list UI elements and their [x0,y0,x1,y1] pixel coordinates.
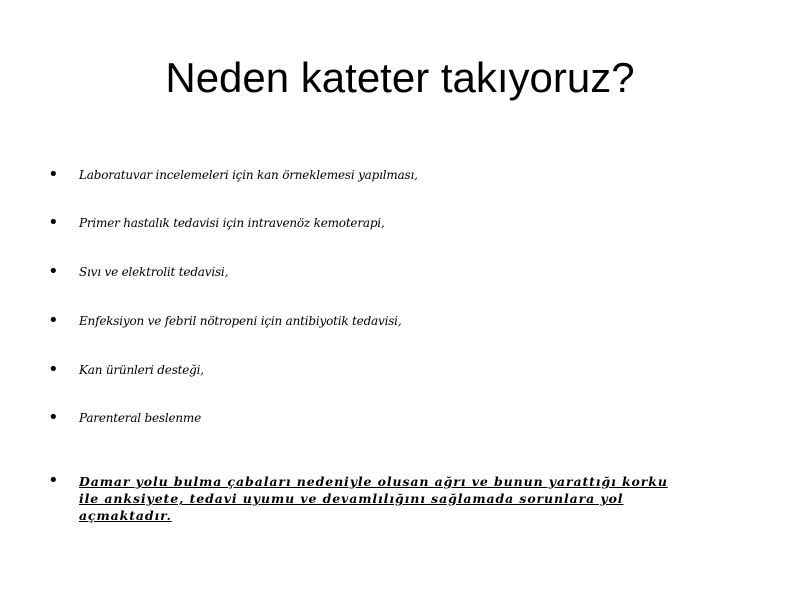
bullet-dot-icon: • [48,470,59,491]
bullet-dot-icon: • [48,261,59,282]
bullet-text: Parenteral beslenme [79,411,202,425]
bullet-dot-icon: • [48,310,59,331]
bullet-text: Primer hastalık tedavisi için intravenöz kemoterapi, [79,216,385,230]
slide-title: Neden kateter takıyoruz? [165,54,635,101]
bullet-text: Sıvı ve elektrolit tedavisi, [79,265,229,279]
bullet-text: Kan ürünleri desteği, [79,363,204,377]
bullet-dot-icon: • [48,164,59,185]
bullet-dot-icon: • [48,359,59,380]
bullet-text-emphasized: Damar yolu bulma çabaları nedeniyle olusan ağrı ve bunun yarattığı korku ile anksiyete, tedavi uyumu ve devamlılığını sağlamada sorunlara yol açmaktadır. [79,474,668,523]
bullet-text: Laboratuvar incelemeleri için kan örneklemesi yapılması, [79,168,418,182]
bullet-dot-icon: • [48,407,59,428]
bullet-dot-icon: • [48,212,59,233]
bullet-text: Enfeksiyon ve febril nötropeni için antibiyotik tedavisi, [79,314,402,328]
